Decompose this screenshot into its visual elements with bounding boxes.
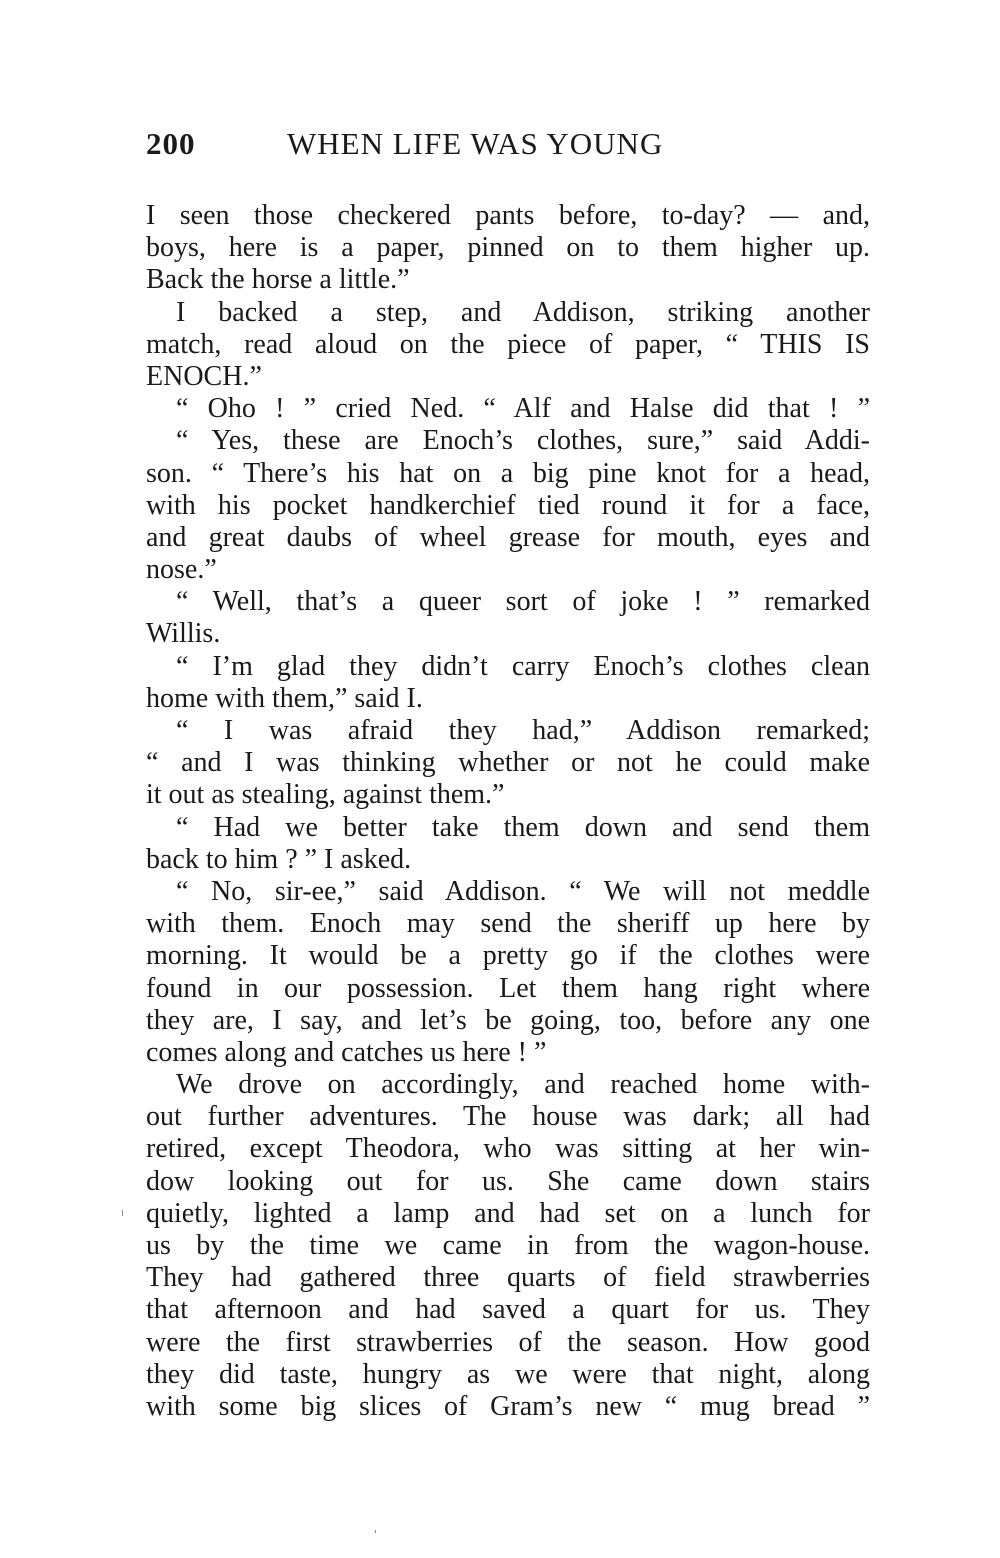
scan-speck — [122, 1210, 123, 1216]
text-line: Back the horse a little.” — [146, 264, 410, 296]
text-line: and great daubs of wheel grease for mouth, eyes and — [146, 521, 870, 553]
text-line: I seen those checkered pants before, to-day? — and, — [146, 200, 870, 231]
text-line: comes along and catches us here ! ” — [146, 1036, 547, 1068]
text-line: out further adventures. The house was dark; all had — [146, 1101, 870, 1133]
text-line: match, read aloud on the piece of paper, “ THIS IS — [146, 328, 870, 360]
text-line: with them. Enoch may send the sheriff up here by — [146, 908, 870, 940]
text-line: “ I was afraid they had,” Addison remarked; — [176, 715, 870, 746]
text-line: were the first strawberries of the season. How good — [146, 1326, 870, 1358]
text-line: “ and I was thinking whether or not he could make — [146, 747, 870, 779]
text-line: They had gathered three quarts of field strawberries — [146, 1262, 870, 1294]
body-text — [146, 200, 870, 1423]
text-line: boys, here is a paper, pinned on to them higher up. — [146, 232, 870, 264]
text-line: us by the time we came in from the wagon-house. — [146, 1230, 870, 1261]
text-line: “ Yes, these are Enoch’s clothes, sure,” said Addi- — [176, 425, 870, 457]
text-line: “ Had we better take them down and send them — [176, 811, 870, 843]
text-line: “ Well, that’s a queer sort of joke ! ” remarked — [176, 586, 870, 618]
text-line: with some big slices of Gram’s new “ mug bread ” — [146, 1390, 870, 1422]
text-line: I backed a step, and Addison, striking another — [176, 296, 870, 328]
text-line: morning. It would be a pretty go if the clothes were — [146, 940, 870, 972]
text-line: home with them,” said I. — [146, 682, 423, 714]
text-line: “ Oho ! ” cried Ned. “ Alf and Halse did that ! ” — [176, 393, 870, 425]
text-line: they did taste, hungry as we were that night, along — [146, 1358, 870, 1390]
text-line: “ No, sir-ee,” said Addison. “ We will not meddle — [176, 875, 870, 907]
text-line: it out as stealing, against them.” — [146, 779, 505, 811]
text-line: “ I’m glad they didn’t carry Enoch’s clothes clean — [176, 650, 870, 682]
text-line: Willis. — [146, 618, 221, 650]
text-line: ENOCH.” — [146, 360, 262, 392]
page-header — [146, 126, 870, 170]
text-line: back to him ? ” I asked. — [146, 843, 412, 875]
text-line: with his pocket handkerchief tied round it for a face, — [146, 489, 870, 521]
text-line: dow looking out for us. She came down stairs — [146, 1165, 870, 1197]
scan-speck — [375, 1530, 376, 1533]
text-line: retired, except Theodora, who was sitting at her win- — [146, 1133, 870, 1165]
text-line: nose.” — [146, 554, 217, 586]
text-line: that afternoon and had saved a quart for us. They — [146, 1294, 870, 1326]
text-line: found in our possession. Let them hang right where — [146, 972, 870, 1004]
text-line: We drove on accordingly, and reached home with- — [176, 1069, 870, 1101]
running-title: WHEN LIFE WAS YOUNG — [287, 126, 664, 161]
text-line: they are, I say, and let’s be going, too, before any one — [146, 1004, 870, 1036]
text-line: quietly, lighted a lamp and had set on a lunch for — [146, 1197, 870, 1229]
page-number: 200 — [146, 126, 196, 161]
text-line: son. “ There’s his hat on a big pine knot for a head, — [146, 457, 870, 489]
